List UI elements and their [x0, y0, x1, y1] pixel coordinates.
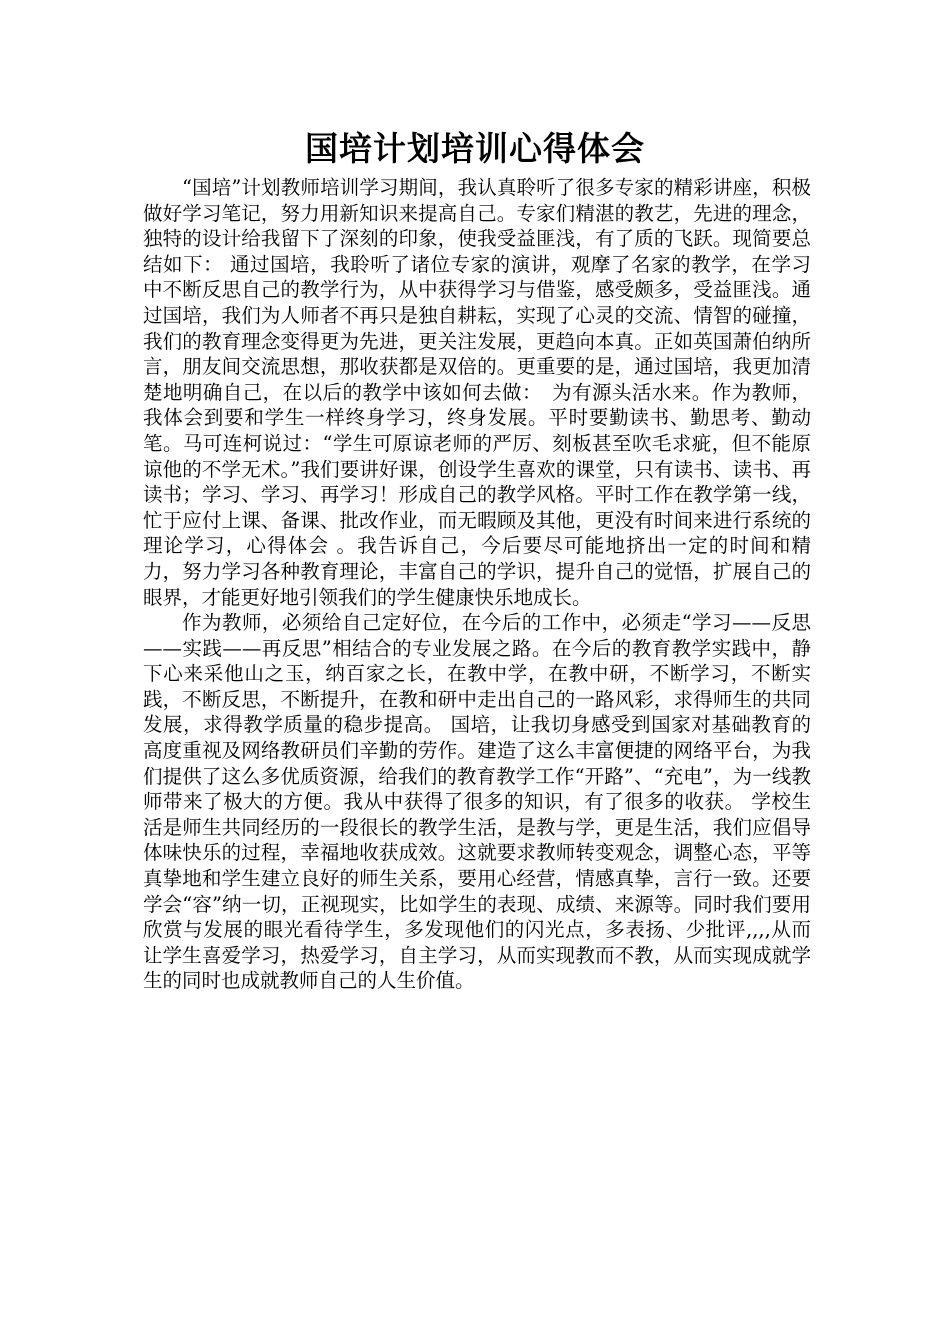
body-paragraph-1: “国培”计划教师培训学习期间，我认真聆听了很多专家的精彩讲座，积极做好学习笔记，努力用新知识来提高自己。专家们精湛的教艺，先进的理念，独特的设计给我留下了深刻的印象，使我受益匪浅，有了质的飞跃。现简要总结如下： 通过国培，我聆听了诸位专家的演讲，观摩了名家的教学，在学习中不断反思自己的教学行为，从中获得学习与借鉴，感受颇多，受益匪浅。通过国培，我们为人师者不再只是独自耕耘，实现了心灵的交流、情智的碰撞，我们的教育理念变得更为先进，更关注发展，更趋向本真。正如英国萧伯纳所言，朋友间交流思想，那收获都是双倍的。更重要的是，通过国培，我更加清楚地明确自己，在以后的教学中该如何去做： 为有源头活水来。作为教师，我体会到要和学生一样终身学习，终身发展。平时要勤读书、勤思考、勤动笔。马可连柯说过：“学生可原谅老师的严厉、刻板甚至吹毛求疵，但不能原谅他的不学无术。”我们要讲好课，创设学生喜欢的课堂，只有读书、读书、再读书；学习、学习、再学习！形成自己的教学风格。平时工作在教学第一线，忙于应付上课、备课、批改作业，而无暇顾及其他，更没有时间来进行系统的理论学习，心得体会 。我告诉自己，今后要尽可能地挤出一定的时间和精力，努力学习各种教育理论，丰富自己的学识，提升自己的觉悟，扩展自己的眼界，才能更好地引领我们的学生健康快乐地成长。 — [143, 176, 811, 609]
body-paragraph-2: 作为教师，必须给自己定好位，在今后的工作中，必须走“学习——反思——实践——再反思”相结合的专业发展之路。在今后的教育教学实践中，静下心来采他山之玉，纳百家之长，在教中学，在教中研，不断学习，不断实践，不断反思，不断提升，在教和研中走出自己的一路风彩，求得师生的共同发展，求得教学质量的稳步提高。 国培，让我切身感受到国家对基础教育的高度重视及网络教研员们辛勤的劳作。建造了这么丰富便捷的网络平台，为我们提供了这么多优质资源，给我们的教育教学工作“开路”、“充电”，为一线教师带来了极大的方便。我从中获得了很多的知识，有了很多的收获。 学校生活是师生共同经历的一段很长的教学生活，是教与学，更是生活，我们应倡导体味快乐的过程，幸福地收获成效。这就要求教师转变观念，调整心态，平等真挚地和学生建立良好的师生关系，要用心经营，情感真挚，言行一致。还要学会“容”纳一切，正视现实，比如学生的表现、成绩、来源等。同时我们要用欣赏与发展的眼光看待学生，多发现他们的闪光点，多表扬、少批评,,,,从而让学生喜爱学习，热爱学习，自主学习，从而实现教而不教，从而实现成就学生的同时也成就教师自己的人生价值。 — [143, 611, 811, 993]
document-body — [143, 175, 811, 994]
document-title: 国培计划培训心得体会 — [305, 129, 645, 168]
